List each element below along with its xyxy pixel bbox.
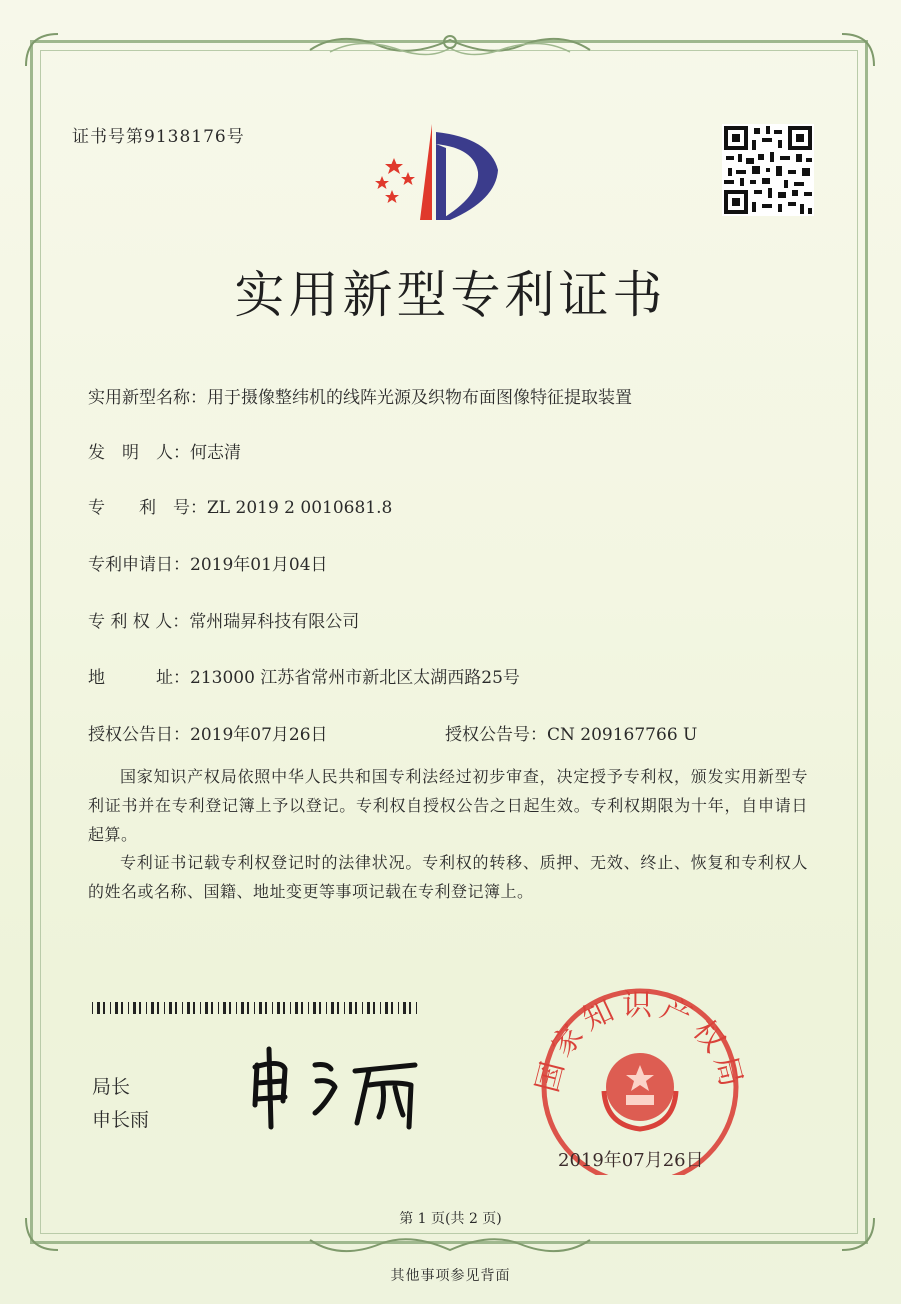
field-label: 授权公告号：	[445, 725, 547, 745]
field-value: CN 209167766 U	[547, 725, 698, 745]
field-label: 专 利 权 人：	[88, 612, 190, 632]
field-value: ZL 2019 2 0010681.8	[207, 498, 393, 518]
official-seal-icon	[530, 975, 750, 1175]
top-ornament-icon	[300, 28, 600, 62]
field-utility-model-name	[88, 383, 632, 408]
field-label: 地 址：	[88, 668, 190, 688]
seal-date: 2019年07月26日	[558, 1150, 704, 1171]
field-value: 213000 江苏省常州市新北区太湖西路25号	[190, 668, 520, 688]
grant-statement-paragraph: 国家知识产权局依照中华人民共和国专利法经过初步审查，决定授予专利权，颁发实用新型专利证书并在专利登记簿上予以登记。专利权自授权公告之日起生效。专利权期限为十年，自申请日起算。	[88, 767, 808, 844]
field-patentee	[88, 607, 359, 632]
patent-office-logo-icon	[370, 120, 520, 230]
field-value: 何志清	[190, 443, 241, 463]
bottom-ornament-icon	[300, 1232, 600, 1262]
field-patent-number	[88, 493, 392, 518]
corner-ornament-icon	[22, 30, 62, 70]
field-announcement-number	[445, 720, 697, 745]
certificate-number: 证书号第9138176号	[72, 127, 245, 147]
signatory-role: 局长	[92, 1076, 131, 1098]
field-value: 常州瑞昇科技有限公司	[189, 612, 360, 632]
field-grant-date	[88, 720, 328, 745]
field-label: 专 利 号：	[88, 498, 207, 518]
corner-ornament-icon	[838, 30, 878, 70]
field-application-date	[88, 550, 328, 575]
field-label: 发 明 人：	[88, 443, 190, 463]
field-value: 用于摄像整纬机的线阵光源及织物布面图像特征提取装置	[207, 388, 632, 408]
field-label: 实用新型名称：	[88, 388, 207, 408]
handwritten-signature-icon	[245, 1035, 445, 1135]
signatory-name: 申长雨	[92, 1109, 150, 1131]
field-label: 专利申请日：	[88, 555, 190, 575]
certificate-title: 实用新型专利证书	[234, 266, 667, 324]
field-inventor	[88, 438, 241, 463]
field-value: 2019年01月04日	[190, 555, 328, 575]
field-value: 2019年07月26日	[190, 725, 328, 745]
footer-note: 其他事项参见背面	[390, 1268, 511, 1284]
seal-text: 国家知识产权局	[530, 988, 750, 1096]
qr-code-icon	[722, 124, 814, 216]
field-label: 授权公告日：	[88, 725, 190, 745]
field-address	[88, 663, 520, 688]
barcode-icon	[92, 1002, 422, 1014]
page-number: 第 1 页(共 2 页)	[399, 1211, 502, 1227]
legal-status-paragraph: 专利证书记载专利权登记时的法律状况。专利权的转移、质押、无效、终止、恢复和专利权人的姓名或名称、国籍、地址变更等事项记载在专利登记簿上。	[88, 853, 808, 901]
